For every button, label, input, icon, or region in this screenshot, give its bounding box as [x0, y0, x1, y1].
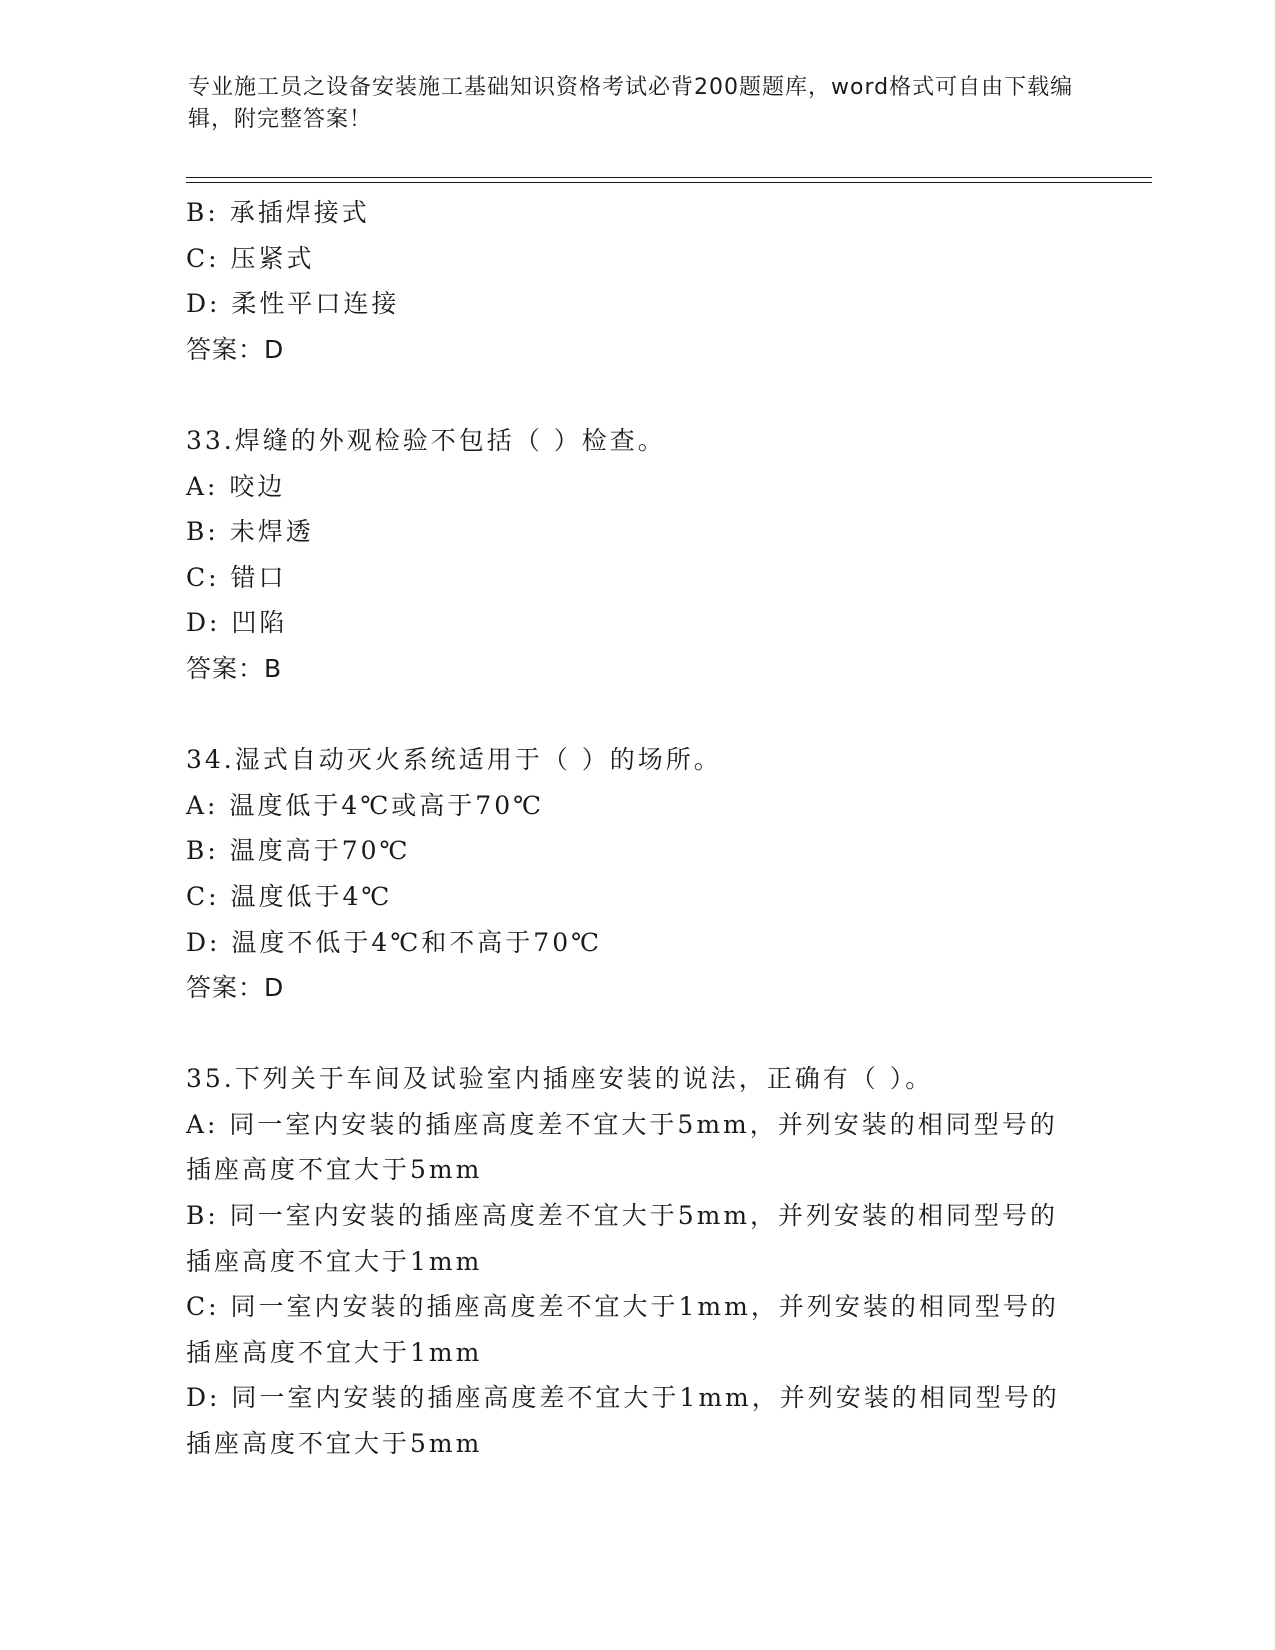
option-line-continued: 插座高度不宜大于5mm	[186, 1429, 483, 1459]
option-line: B: 温度高于70℃	[186, 836, 411, 866]
answer-line: 答案：D	[186, 973, 285, 1003]
option-line: D: 凹陷	[186, 608, 288, 638]
question-stem: 35.下列关于车间及试验室内插座安装的说法，正确有（ ）。	[186, 1064, 934, 1094]
question-35	[186, 1056, 1086, 1466]
answer-line: 答案：B	[186, 653, 283, 683]
option-line: D: 柔性平口连接	[186, 289, 400, 319]
question-33	[186, 418, 1086, 692]
option-line: C: 同一室内安装的插座高度差不宜大于1mm，并列安装的相同型号的	[186, 1292, 1059, 1322]
option-line-continued: 插座高度不宜大于1mm	[186, 1337, 483, 1367]
option-line: A: 温度低于4℃或高于70℃	[186, 790, 545, 820]
option-line: A: 咬边	[186, 471, 286, 501]
option-line: C: 压紧式	[186, 243, 315, 273]
answer-line: 答案：D	[186, 334, 285, 364]
question-content	[186, 190, 1086, 1467]
header-rule-bottom	[186, 182, 1152, 183]
option-line: C: 温度低于4℃	[186, 881, 393, 911]
option-line: D: 温度不低于4℃和不高于70℃	[186, 927, 603, 957]
option-line: A: 同一室内安装的插座高度差不宜大于5mm，并列安装的相同型号的	[186, 1109, 1058, 1139]
question-34	[186, 737, 1086, 1011]
option-line: B: 同一室内安装的插座高度差不宜大于5mm，并列安装的相同型号的	[186, 1201, 1059, 1231]
question-stem: 33.焊缝的外观检验不包括（ ）检查。	[186, 425, 666, 455]
option-line-continued: 插座高度不宜大于1mm	[186, 1246, 483, 1276]
option-line: C: 错口	[186, 562, 287, 592]
leading-question-tail	[186, 190, 1086, 372]
option-line: B: 未焊透	[186, 517, 314, 547]
option-line: B: 承插焊接式	[186, 198, 370, 227]
option-line-continued: 插座高度不宜大于5mm	[186, 1155, 483, 1185]
question-stem: 34.湿式自动灭火系统适用于（ ）的场所。	[186, 745, 722, 775]
page-header: 专业施工员之设备安装施工基础知识资格考试必背200题题库，word格式可自由下载编辑，附完整答案！	[188, 75, 1074, 132]
option-line: D: 同一室内安装的插座高度差不宜大于1mm，并列安装的相同型号的	[186, 1383, 1060, 1413]
header-rule-top	[186, 177, 1152, 178]
